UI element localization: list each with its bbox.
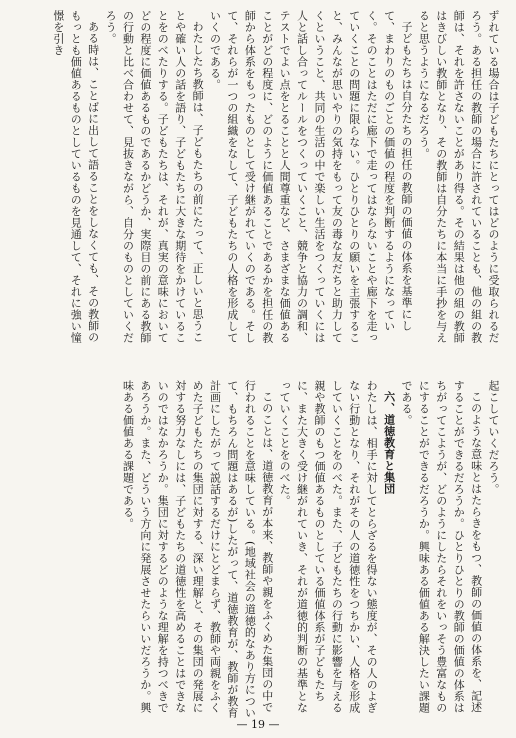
paragraph: わたしは、相手に対してとらざるを得ない態度が、その人のよぎない行動となり、それがその人の道徳性をつちかい、人格を形成していくことをのべた。また、子どもたちの行動に影響を与える親や教師のもつ価値あるものとしている価値体系が子どもたちに、また大きく受け継がれていき、それが道徳的判断の基準となっていくことをのべた。 bbox=[278, 380, 379, 714]
paragraph: わたしたち教師は、子どもたちの前にたって、正しいと思うことや確い人の話を語り、子どもたちに大きな期待をかけていることをのべたりする。子どもたちは、それが、真実の意味においてどの程度に価値あるものであるかどうか、実際目の前にある教師の行動と比べ合わせて、見抜きながら、自分のものとしていくだろう。 bbox=[104, 10, 205, 344]
paragraph: このことは、道徳教育が本来、教師や親をふくめた集団の中で行われることを意味している。(地域社会の道徳的なあり方について、もちろん問題はあるが)したがって、道徳教育が、教師が教育計画にしたがって説話するだけにとどまらず、教師や両親をふくめた子どもたちの集団に対する、深い理解と、その集団の発展に対する努力なしには、子どもたちの道徳性を高めることはできないのではなかろうか。集団に対するどのような理解を持つべきであろうか。また、どういう方向に発展させたらいいだろうか。興味ある価値ある課題である。 bbox=[121, 380, 274, 719]
paragraph: ある時は、ことばに出して語ることをしなくても、その教師のもっとも価値あるものとしているものを見通して、それに強い憧憬を引き bbox=[51, 10, 100, 344]
paragraph: 子どもたちは自分たちの担任の教師の価値の体系を基準にして、まわりのものごとの価値の程度を判断するようになっていく。そのことはただに廊下で走ってはならないことや廊下を走っていくことの問題に限らない。ひとりひとりの願いを主張すること、みんなが思いやりの気持をもって友の毒な友だちと助力してくということ、共同の生活の中で楽しい生活をつくっていくには人と話し合ってルールをつくっていくこと、競争と協力の調和、テストでよい点をとることと人間尊重など、さまざまな価値あることがどの程度に、どのように価値あることであるかを担任の教師から体系をもったものとして受け継がれていくのである。そして、それらが一つの組織をなして、子どもたちの人格を形成していくのである。 bbox=[208, 10, 413, 344]
upper-text-block bbox=[8, 10, 502, 348]
paragraph: 起こしていくだろう。 bbox=[487, 380, 500, 495]
paragraph: ずれている場合は子どもたちにとってはどのように受取られるだろう。ある担任の教師の場合に許されていることも、他の組の教師は、それを許さないことがあり得る。その結果は他の組の教師はきびしい教師となり、その教師は自分たちに本当に手抄を与えると思うようになるだろう。 bbox=[417, 10, 500, 344]
section-heading: 六、道徳教育と集団 bbox=[382, 391, 396, 495]
lower-text-block bbox=[8, 380, 502, 720]
page-number: — 19 — bbox=[236, 718, 280, 731]
paragraph: このような意味とはたらきをもつ、教師の価値の体系を、記述することができるだろうか。ひとりひとりの教師の価値の体系はちがってこようが、どのようにしたらそれをいっそう豊富なものにすることができるだろうか。興味ある価値ある解決したい課題である。 bbox=[399, 380, 483, 714]
